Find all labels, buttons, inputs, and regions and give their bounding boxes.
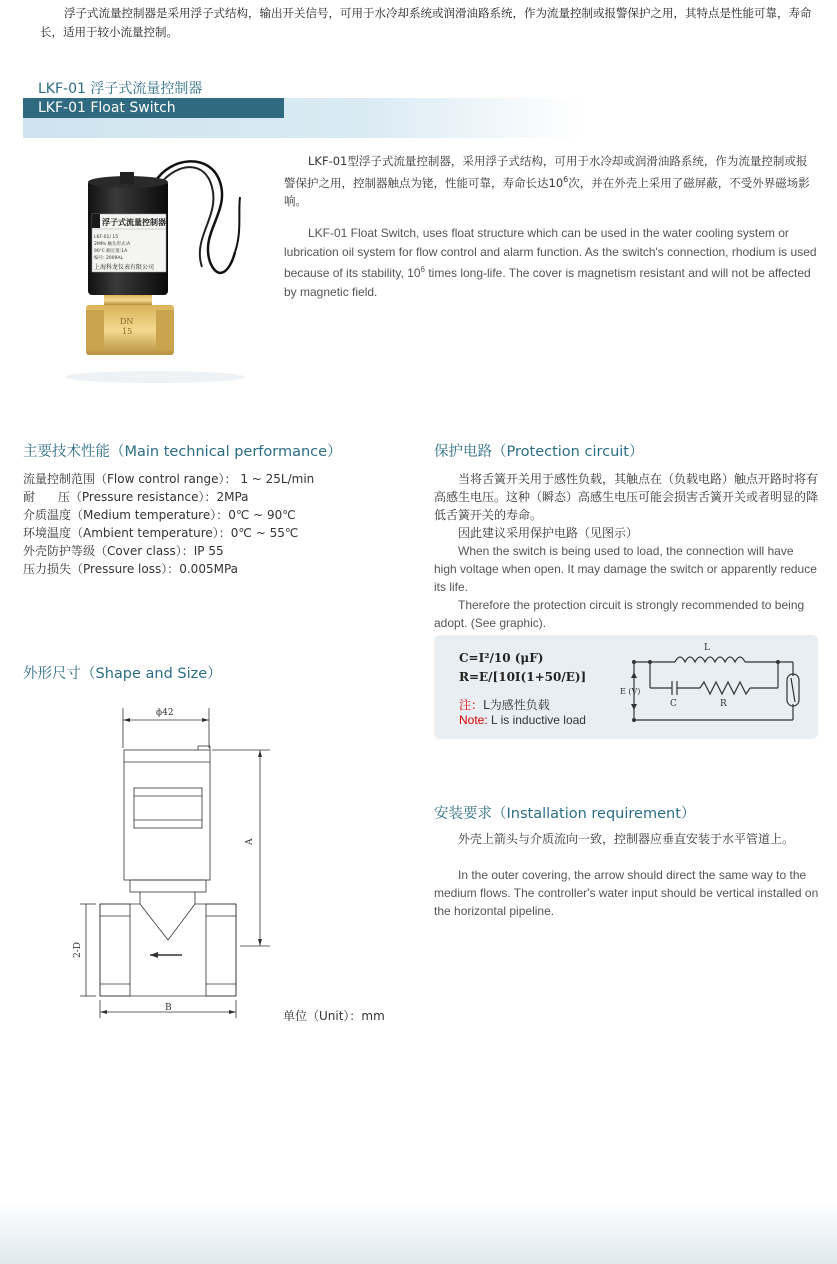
photo-dn: DN — [120, 317, 134, 326]
label-l: L — [704, 643, 710, 653]
protection-text — [434, 470, 819, 632]
protection-heading: 保护电路（Protection circuit） — [434, 444, 644, 460]
installation-text — [434, 830, 819, 920]
dim-phi: ϕ42 — [156, 708, 174, 718]
shape-heading: 外形尺寸（Shape and Size） — [23, 666, 222, 682]
protection-p3: When the switch is being used to load, the connection will have high voltage when open. It may damage the switch or apparently reduce its life. — [434, 544, 817, 594]
spec-item: 压力损失（Pressure loss）：0.005MPa — [23, 562, 238, 576]
footer-gradient — [0, 1200, 837, 1264]
photo-spec-line: LKF-01/ 15 — [94, 235, 119, 240]
spec-list — [23, 470, 314, 578]
photo-size: 15 — [122, 327, 133, 336]
note-en: Note: L is inductive load — [459, 713, 586, 727]
spec-item: 流量控制范围（Flow control range）： 1 ~ 25L/min — [23, 472, 315, 486]
note-cn: 注：L为感性负载 — [459, 698, 550, 712]
installation-en: In the outer covering, the arrow should direct the same way to the medium flows. The controller's water input should be vertical installed on the horizontal pipeline. — [434, 868, 819, 918]
spec-item: 耐 压（Pressure resistance）：2MPa — [23, 490, 249, 504]
formula-r: R=E/[10I(1+50/E)] — [459, 670, 587, 684]
circuit-diagram — [620, 638, 810, 736]
performance-heading: 主要技术性能（Main technical performance） — [23, 444, 342, 460]
product-title-en: LKF-01 Float Switch — [38, 100, 176, 116]
dim-a: A — [245, 838, 255, 845]
dimension-drawing — [60, 700, 280, 1025]
dim-2d: 2-D — [73, 942, 83, 958]
spec-item: 外壳防护等级（Cover class）：IP 55 — [23, 544, 224, 558]
dim-b: B — [165, 1003, 172, 1013]
formula-c: C=I²/10 (μF) — [459, 651, 544, 665]
protection-p1: 当将舌簧开关用于感性负载，其触点在（负载电路）触点开路时将有高感生电压。这种（瞬态）高感生电压可能会损害舌簧开关或者明显的降低舌簧开关的寿命。 — [434, 472, 819, 522]
label-e: E (V) — [620, 687, 641, 696]
spec-item: 环境温度（Ambient temperature）：0℃ ~ 55℃ — [23, 526, 299, 540]
product-title-cn: LKF-01 浮子式流量控制器 — [38, 81, 203, 97]
protection-p2: 因此建议采用保护电路（见图示） — [458, 526, 639, 540]
photo-label: 浮子式流量控制器 — [102, 218, 166, 227]
photo-spec-line: 90℃ 额定值:1A — [94, 249, 128, 254]
photo-spec-line: 2MPa 触头形式:A — [94, 242, 131, 247]
installation-heading: 安装要求（Installation requirement） — [434, 806, 696, 822]
spec-item: 介质温度（Medium temperature）：0℃ ~ 90℃ — [23, 508, 296, 522]
photo-company: 上海科龙仪表有限公司 — [94, 264, 155, 271]
installation-cn: 外壳上箭头与介质流向一致，控制器应垂直安装于水平管道上。 — [458, 832, 795, 846]
unit-label: 单位（Unit）：mm — [283, 1009, 385, 1023]
product-photo — [60, 152, 260, 387]
protection-p4: Therefore the protection circuit is strongly recommended to being adopt. (See graphic). — [434, 598, 805, 630]
product-desc-cn: LKF-01型浮子式流量控制器，采用浮子式结构，可用于水冷却或润滑油路系统，作为流量控制或报警保护之用，控制器触点为铑，性能可靠，寿命长达$10^6$次，并在外壳上采用了磁屏蔽，不受外界磁场影响。 — [284, 154, 810, 208]
product-desc-en: LKF-01 Float Switch, uses float structure which can be used in the water cooling system or lubrication oil system for flow control and alarm function. As the switch's connection, rhodium is used because of its stability, $10^6$ times long-life. The cover is magnetism resistant and will not be affected by magnetic field. — [284, 226, 817, 299]
photo-spec-line: 编号: 2009AL — [94, 256, 123, 261]
label-c: C — [670, 699, 677, 709]
label-r: R — [720, 699, 727, 709]
intro-text: 浮子式流量控制器是采用浮子式结构，输出开关信号，可用于水冷却系统或润滑油路系统，作为流量控制或报警保护之用，其特点是性能可靠，寿命长，适用于较小流量控制。 — [40, 6, 812, 39]
